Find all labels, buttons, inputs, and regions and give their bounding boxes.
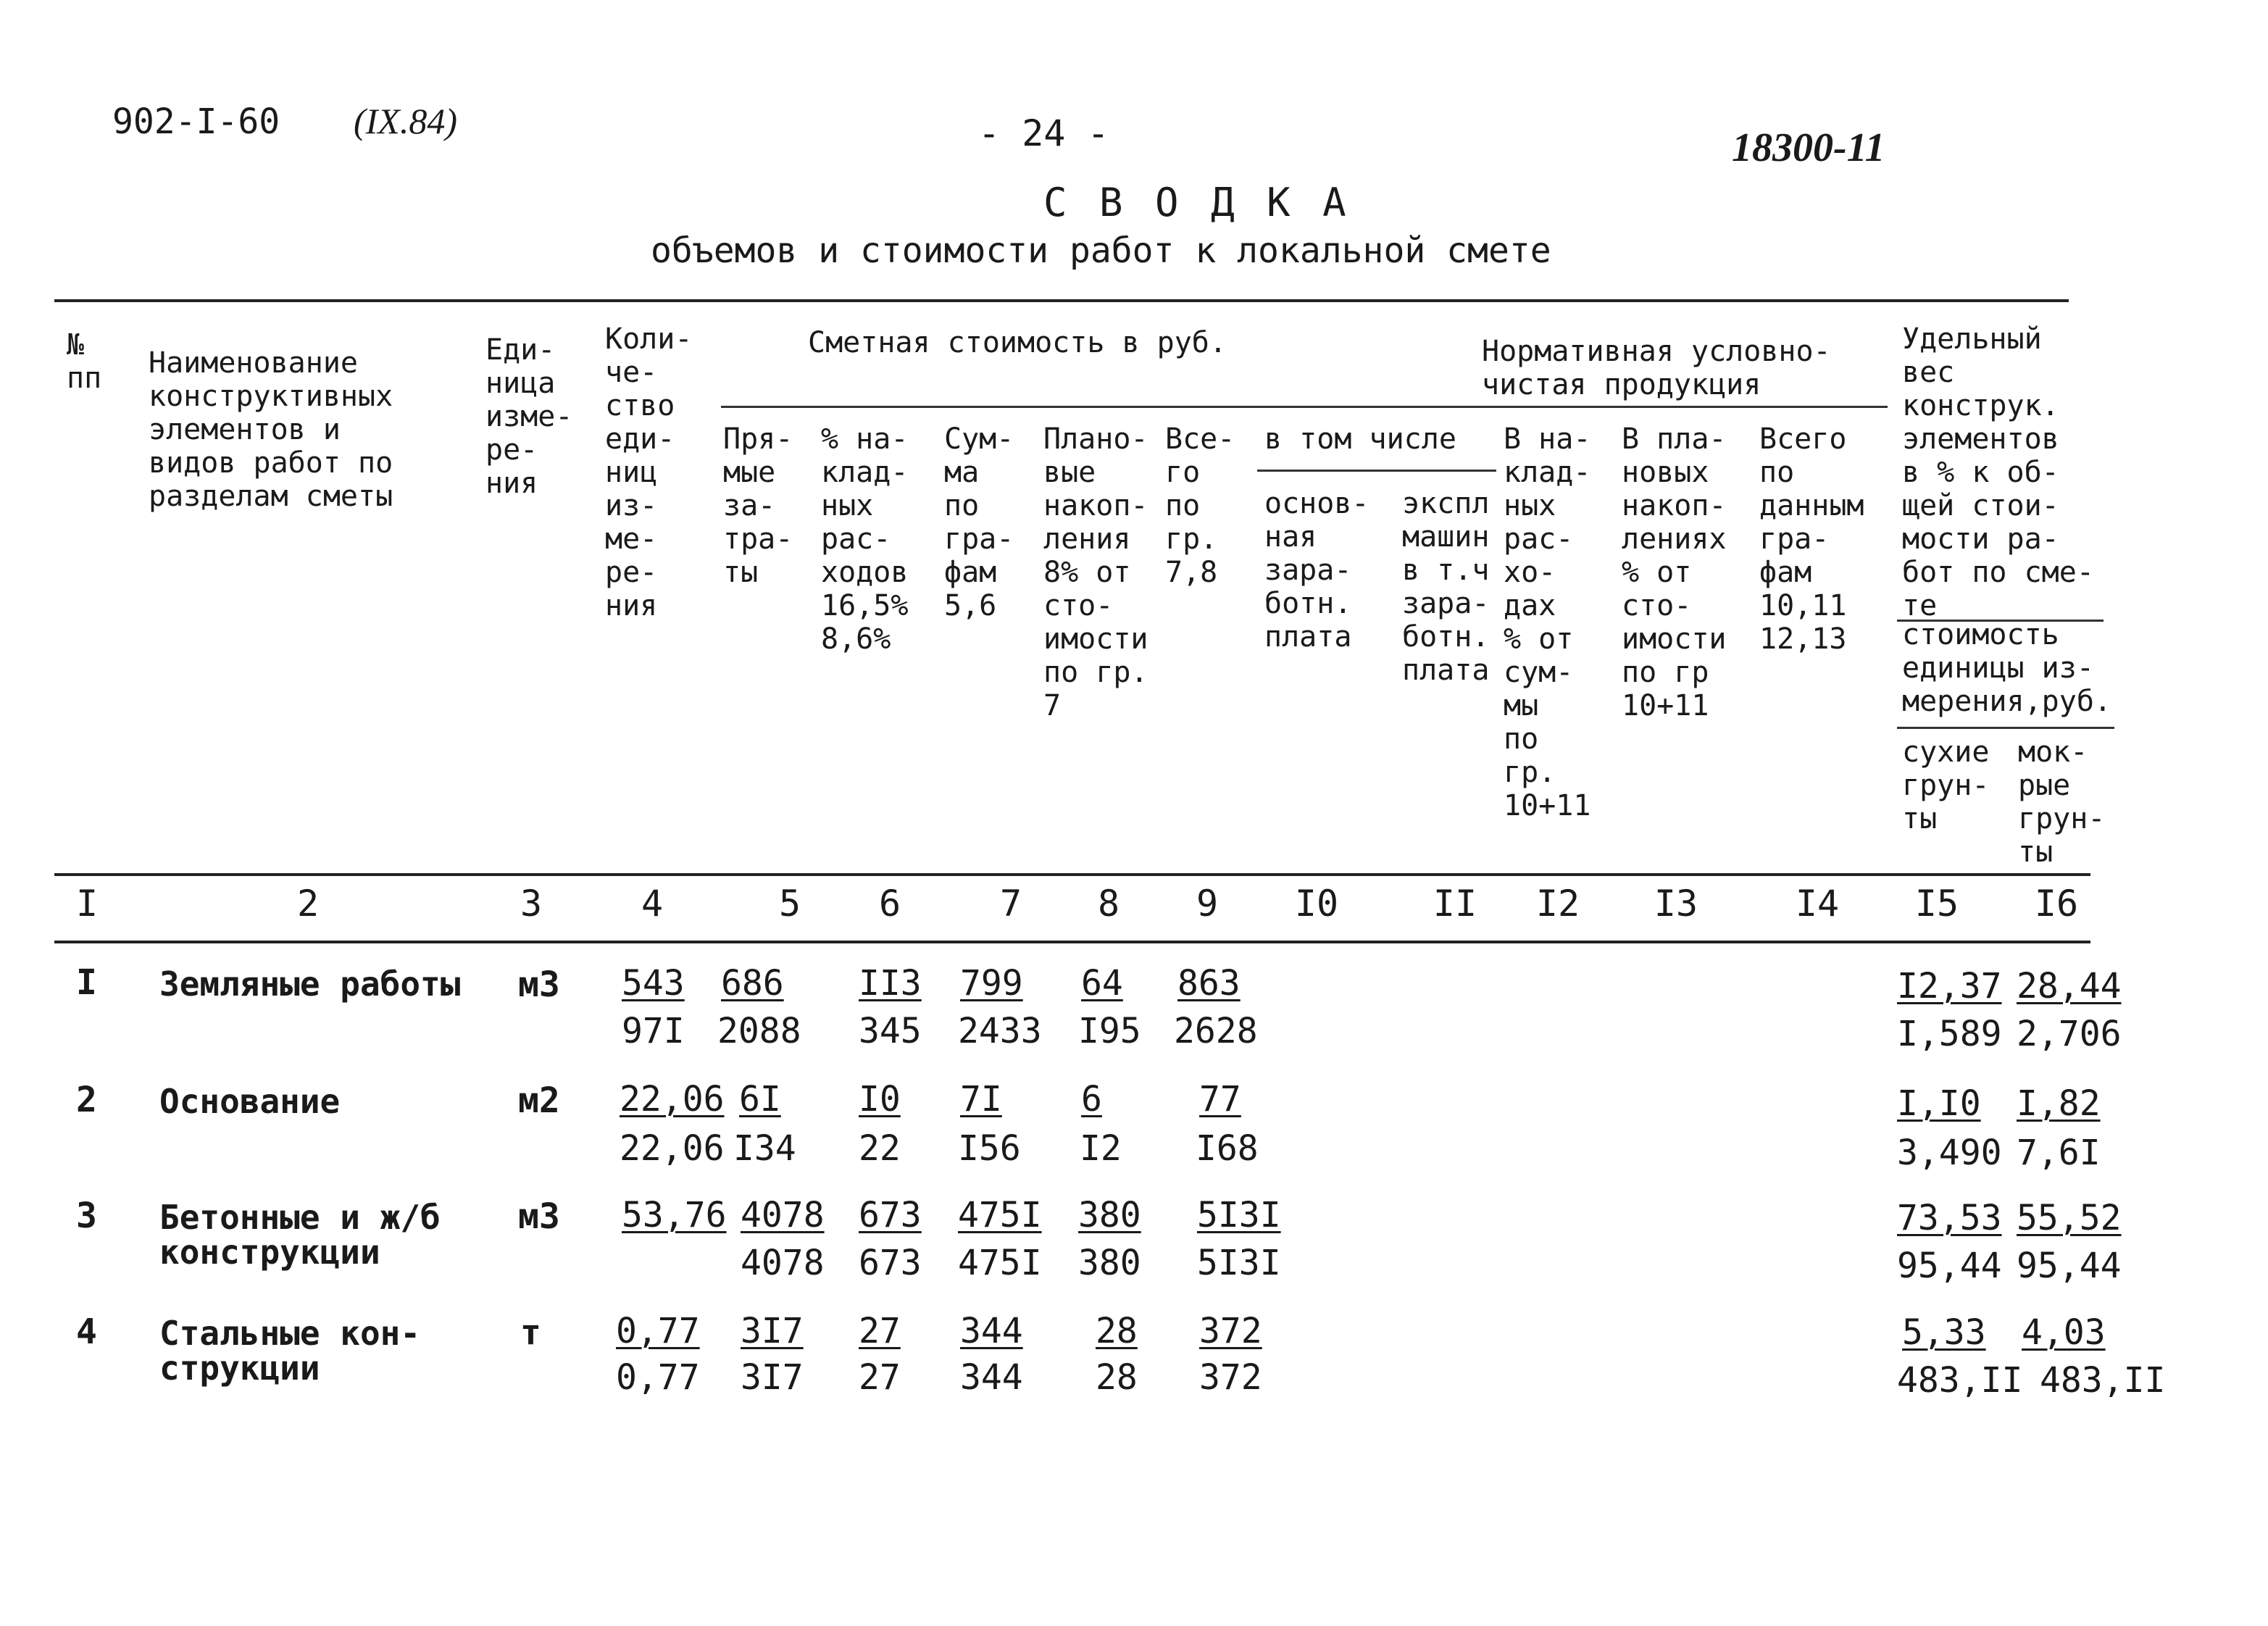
incl-subgroup-rule bbox=[1257, 470, 1496, 472]
column-number: 7 bbox=[999, 883, 1022, 925]
archive-stamp: 18300-11 bbox=[1732, 125, 1885, 170]
sum-bottom: 2433 bbox=[958, 1011, 1042, 1051]
total-top: 372 bbox=[1199, 1311, 1262, 1351]
savings-top: 6 bbox=[1081, 1079, 1102, 1120]
header-element-name: Наименование конструктивных элементов и видов работ по разделам сметы bbox=[149, 346, 393, 513]
overhead-bottom: 22 bbox=[859, 1128, 901, 1169]
wet-soil-bottom: 95,44 bbox=[2017, 1246, 2122, 1286]
sum-bottom: 475I bbox=[958, 1243, 1042, 1283]
quantity-bottom: 97I bbox=[622, 1011, 685, 1051]
direct-costs-top: 3I7 bbox=[741, 1311, 804, 1351]
table-top-rule bbox=[54, 299, 2069, 302]
direct-costs-bottom: 2088 bbox=[717, 1011, 801, 1051]
total-bottom: I68 bbox=[1196, 1128, 1259, 1169]
dry-soil-top: I,I0 bbox=[1897, 1083, 1981, 1124]
header-overhead-percent: В на- клад- ных рас- хо- дах % от сум- мы по гр. 10+11 bbox=[1504, 422, 1591, 822]
page-number: - 24 - bbox=[978, 112, 1109, 154]
dry-soil-bottom: I,589 bbox=[1897, 1014, 2002, 1054]
header-quantity: Коли- че- ство еди- ниц из- ме- ре- ния bbox=[605, 322, 693, 622]
header-base-wage: основ- ная зара- ботн. плата bbox=[1264, 487, 1369, 654]
header-savings-percent: В пла- новых накоп- лениях % от сто- имости по гр 10+11 bbox=[1622, 422, 1727, 722]
row-number: 4 bbox=[76, 1312, 97, 1352]
header-wet-soil: мок- рые грун- ты bbox=[2018, 735, 2106, 869]
overhead-bottom: 27 bbox=[859, 1357, 901, 1398]
direct-costs-top: 4078 bbox=[741, 1195, 825, 1235]
total-bottom: 5I3I bbox=[1197, 1243, 1281, 1283]
wet-soil-top: 28,44 bbox=[2017, 966, 2122, 1006]
quantity-top: 0,77 bbox=[616, 1311, 700, 1351]
wet-soil-bottom: 483,II bbox=[2040, 1360, 2166, 1401]
column-number: I4 bbox=[1795, 883, 1840, 925]
direct-costs-bottom: 4078 bbox=[741, 1243, 825, 1283]
document-version: (IX.84) bbox=[354, 101, 457, 141]
overhead-top: 27 bbox=[859, 1311, 901, 1351]
dry-soil-top: 5,33 bbox=[1902, 1312, 1986, 1353]
row-unit: м2 bbox=[518, 1080, 560, 1121]
row-unit: м3 bbox=[518, 964, 560, 1005]
overhead-top: II3 bbox=[859, 963, 922, 1004]
header-including: в том числе bbox=[1264, 422, 1456, 456]
savings-top: 380 bbox=[1078, 1195, 1141, 1235]
cost-group-rule bbox=[721, 406, 1888, 408]
savings-bottom: 28 bbox=[1096, 1357, 1138, 1398]
overhead-bottom: 345 bbox=[859, 1011, 922, 1051]
savings-bottom: I95 bbox=[1078, 1011, 1141, 1051]
header-unit: Еди- ница изме- ре- ния bbox=[485, 333, 573, 500]
wet-soil-top: 4,03 bbox=[2022, 1312, 2106, 1353]
column-number: 4 bbox=[641, 883, 664, 925]
savings-bottom: I2 bbox=[1080, 1128, 1122, 1169]
row-element-name: Основание bbox=[159, 1082, 341, 1121]
unit-cost-group-rule bbox=[1897, 727, 2114, 729]
column-number: I3 bbox=[1654, 883, 1698, 925]
dry-soil-bottom: 95,44 bbox=[1897, 1246, 2002, 1286]
savings-top: 64 bbox=[1081, 963, 1123, 1004]
document-title: С В О Д К А bbox=[1043, 180, 1351, 225]
header-bottom-rule bbox=[54, 873, 2090, 876]
header-overhead: % на- клад- ных рас- ходов 16,5% 8,6% bbox=[821, 422, 909, 656]
column-number: 6 bbox=[878, 883, 901, 925]
column-number: 9 bbox=[1196, 883, 1219, 925]
header-row-number: № пп bbox=[67, 328, 102, 395]
sum-top: 475I bbox=[958, 1195, 1042, 1235]
direct-costs-bottom: 3I7 bbox=[741, 1357, 804, 1398]
row-element-name: Бетонные и ж/б конструкции bbox=[159, 1198, 441, 1272]
sum-bottom: 344 bbox=[960, 1357, 1023, 1398]
overhead-top: I0 bbox=[859, 1079, 901, 1120]
quantity-bottom: 0,77 bbox=[616, 1357, 700, 1398]
quantity-bottom: 22,06 bbox=[620, 1128, 725, 1169]
column-number: I5 bbox=[1914, 883, 1959, 925]
row-number: 3 bbox=[76, 1196, 97, 1236]
header-total-norm: Всего по данным гра- фам 10,11 12,13 bbox=[1759, 422, 1864, 656]
column-number: II bbox=[1433, 883, 1477, 925]
header-machine-wage: экспл машин в т.ч зара- ботн. плата bbox=[1402, 487, 1490, 687]
column-number: 3 bbox=[520, 883, 543, 925]
column-number: I0 bbox=[1294, 883, 1339, 925]
savings-top: 28 bbox=[1096, 1311, 1138, 1351]
direct-costs-top: 686 bbox=[721, 963, 784, 1004]
direct-costs-bottom: I34 bbox=[733, 1128, 796, 1169]
column-number: I6 bbox=[2034, 883, 2079, 925]
header-dry-soil: сухие грун- ты bbox=[1902, 735, 1990, 835]
sum-top: 7I bbox=[960, 1079, 1002, 1120]
sum-bottom: I56 bbox=[958, 1128, 1021, 1169]
header-sum-cols: Сум- ма по гра- фам 5,6 bbox=[944, 422, 1014, 622]
total-top: 77 bbox=[1199, 1079, 1241, 1120]
row-number: I bbox=[76, 962, 97, 1003]
overhead-top: 673 bbox=[859, 1195, 922, 1235]
quantity-top: 22,06 bbox=[620, 1079, 725, 1120]
total-bottom: 372 bbox=[1199, 1357, 1262, 1398]
column-number: I2 bbox=[1535, 883, 1580, 925]
direct-costs-top: 6I bbox=[739, 1079, 781, 1120]
row-unit: м3 bbox=[518, 1196, 560, 1237]
column-number: 5 bbox=[778, 883, 801, 925]
row-element-name: Земляные работы bbox=[159, 964, 461, 1004]
row-unit: т bbox=[520, 1312, 541, 1353]
quantity-top: 53,76 bbox=[622, 1195, 727, 1235]
document-subtitle: объемов и стоимости работ к локальной смете bbox=[651, 230, 1551, 271]
wet-soil-bottom: 2,706 bbox=[2017, 1014, 2122, 1054]
header-unit-cost: стоимость единицы из- мерения,руб. bbox=[1902, 618, 2111, 718]
dry-soil-top: I2,37 bbox=[1897, 966, 2002, 1006]
column-number: 8 bbox=[1097, 883, 1120, 925]
column-number: I bbox=[75, 883, 99, 925]
header-planned-savings: Плано- вые накоп- ления 8% от сто- имости по гр. 7 bbox=[1043, 422, 1148, 722]
header-specific-weight: Удельный вес конструк. элементов в % к об- щей стои- мости ра- бот по сме- те bbox=[1902, 322, 2094, 622]
header-total: Все- го по гр. 7,8 bbox=[1165, 422, 1235, 589]
dry-soil-bottom: 483,II bbox=[1897, 1360, 2023, 1401]
column-number: 2 bbox=[296, 883, 320, 925]
wet-soil-bottom: 7,6I bbox=[2017, 1133, 2101, 1173]
total-top: 5I3I bbox=[1197, 1195, 1281, 1235]
total-top: 863 bbox=[1177, 963, 1241, 1004]
wet-soil-top: I,82 bbox=[2017, 1083, 2101, 1124]
header-cost-group: Сметная стоимость в руб. bbox=[808, 326, 1227, 359]
sum-top: 799 bbox=[960, 963, 1023, 1004]
total-bottom: 2628 bbox=[1174, 1011, 1258, 1051]
document-code: 902-I-60 bbox=[112, 101, 280, 142]
wet-soil-top: 55,52 bbox=[2017, 1198, 2122, 1238]
row-number: 2 bbox=[76, 1080, 97, 1120]
dry-soil-bottom: 3,490 bbox=[1897, 1133, 2002, 1173]
header-norm-group: Нормативная условно- чистая продукция bbox=[1482, 335, 1831, 401]
column-number-rule bbox=[54, 941, 2090, 943]
dry-soil-top: 73,53 bbox=[1897, 1198, 2002, 1238]
sum-top: 344 bbox=[960, 1311, 1023, 1351]
savings-bottom: 380 bbox=[1078, 1243, 1141, 1283]
overhead-bottom: 673 bbox=[859, 1243, 922, 1283]
quantity-top: 543 bbox=[622, 963, 685, 1004]
row-element-name: Стальные кон- струкции bbox=[159, 1314, 421, 1388]
header-direct-costs: Пря- мые за- тра- ты bbox=[723, 422, 793, 589]
